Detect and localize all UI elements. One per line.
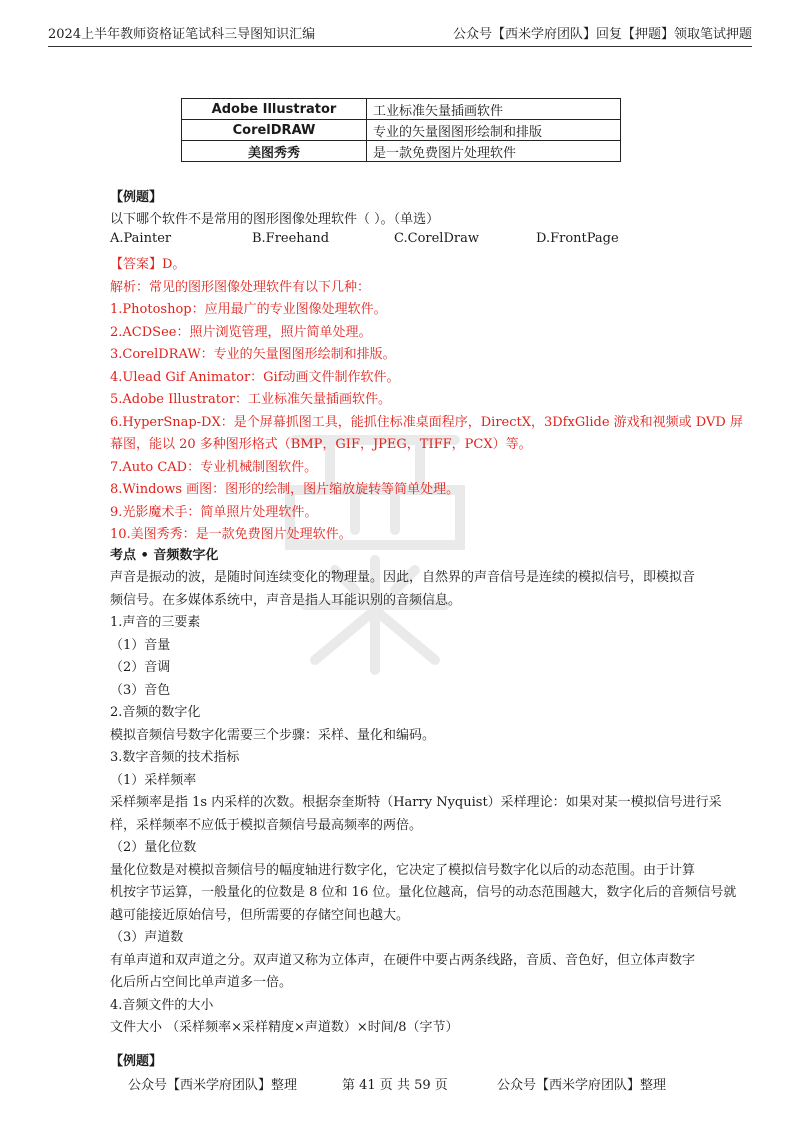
paragraph-line: 3.数字音频的技术指标 (110, 750, 240, 765)
table-cell-desc: 工业标准矢量插画软件 (367, 99, 621, 120)
paragraph-line: 机按字节运算，一般量化的位数是 8 位和 16 位。量化位越高，信号的动态范围越大，数字化后的音频信号就 (110, 885, 737, 900)
analysis-item: 5.Adobe Illustrator：工业标准矢量插画软件。 (110, 392, 392, 407)
analysis-item: 7.Auto CAD：专业机械制图软件。 (110, 460, 318, 475)
analysis-item: 幕图，能以 20 多种图形格式（BMP，GIF，JPEG，TIFF，PCX）等。 (110, 437, 532, 452)
paragraph-line: 有单声道和双声道之分。双声道又称为立体声，在硬件中要占两条线路，音质、音色好，但立体声数字 (110, 953, 696, 968)
paragraph-line: （2）量化位数 (110, 840, 197, 855)
analysis-item: 2.ACDSee：照片浏览管理，照片简单处理。 (110, 325, 372, 340)
question-text: 以下哪个软件不是常用的图形图像处理软件（ ）。（单选） (110, 212, 440, 227)
example-tag: 【例题】 (110, 1054, 163, 1069)
analysis-item: 4.Ulead Gif Animator：Gif动画文件制作软件。 (110, 370, 400, 385)
page-number: 第 41 页 共 59 页 (342, 1078, 448, 1093)
paragraph-line: （3）音色 (110, 683, 171, 698)
paragraph-line: （2）音调 (110, 660, 171, 675)
software-table (181, 98, 621, 162)
analysis-item: 1.Photoshop：应用最广的专业图像处理软件。 (110, 302, 387, 317)
table-cell-name: CorelDRAW (182, 120, 367, 141)
analysis-item: 3.CorelDRAW：专业的矢量图图形绘制和排版。 (110, 347, 396, 362)
section-title: 考点 • 音频数字化 (110, 548, 219, 563)
table-cell-desc: 专业的矢量图图形绘制和排版 (367, 120, 621, 141)
options-row (110, 231, 710, 249)
analysis-intro: 解析：常见的图形图像处理软件有以下几种： (110, 280, 371, 295)
paragraph-line: 模拟音频信号数字化需要三个步骤：采样、量化和编码。 (110, 728, 436, 743)
paragraph-line: 化后所占空间比单声道多一倍。 (110, 975, 293, 990)
paragraph-line: 声音是振动的波，是随时间连续变化的物理量。因此，自然界的声音信号是连续的模拟信号，即模拟音 (110, 570, 696, 585)
table-cell-desc: 是一款免费图片处理软件 (367, 141, 621, 162)
header-promo: 公众号【西米学府团队】回复【押题】领取笔试押题 (452, 27, 752, 42)
page-footer (0, 1074, 800, 1094)
table-cell-name: Adobe Illustrator (182, 99, 367, 120)
example-tag: 【例题】 (110, 190, 163, 205)
table-row (182, 141, 621, 162)
paragraph-line: 采样频率是指 1s 内采样的次数。根据奈奎斯特（Harry Nyquist）采样理论：如果对某一模拟信号进行采 (110, 795, 722, 810)
header-title: 2024上半年教师资格证笔试科三导图知识汇编 (48, 27, 316, 42)
paragraph-line: （1）采样频率 (110, 773, 197, 788)
paragraph-line: 频信号。在多媒体系统中，声音是指人耳能识别的音频信息。 (110, 593, 462, 608)
analysis-item: 6.HyperSnap-DX：是个屏幕抓图工具，能抓住标准桌面程序，DirectX，3DfxGlide 游戏和视频或 DVD 屏 (110, 415, 743, 430)
answer-text: 【答案】D。 (110, 257, 186, 272)
page-header (48, 24, 752, 47)
paragraph-line: 样，采样频率不应低于模拟音频信号最高频率的两倍。 (110, 818, 423, 833)
paragraph-line: 2.音频的数字化 (110, 705, 201, 720)
footer-left: 公众号【西米学府团队】整理 (128, 1078, 298, 1093)
analysis-item: 10.美图秀秀：是一款免费图片处理软件。 (110, 527, 352, 542)
paragraph-line: （1）音量 (110, 638, 171, 653)
paragraph-line: 量化位数是对模拟音频信号的幅度轴进行数字化，它决定了模拟信号数字化以后的动态范围。由于计算 (110, 863, 696, 878)
table-row (182, 120, 621, 141)
paragraph-line: 越可能接近原始信号，但所需要的存储空间也越大。 (110, 908, 410, 923)
analysis-item: 9.光影魔术手：简单照片处理软件。 (110, 505, 318, 520)
table-cell-name: 美图秀秀 (182, 141, 367, 162)
option-a: A.Painter (110, 231, 172, 246)
paragraph-line: 文件大小 （采样频率×采样精度×声道数）×时间/8（字节） (110, 1020, 459, 1035)
paragraph-line: 4.音频文件的大小 (110, 998, 214, 1013)
option-c: C.CorelDraw (394, 231, 479, 246)
option-d: D.FrontPage (536, 231, 619, 246)
footer-right: 公众号【西米学府团队】整理 (497, 1078, 667, 1093)
paragraph-line: 1.声音的三要素 (110, 615, 201, 630)
option-b: B.Freehand (252, 231, 330, 246)
table-row (182, 99, 621, 120)
analysis-item: 8.Windows 画图：图形的绘制，图片缩放旋转等简单处理。 (110, 482, 460, 497)
paragraph-line: （3）声道数 (110, 930, 184, 945)
